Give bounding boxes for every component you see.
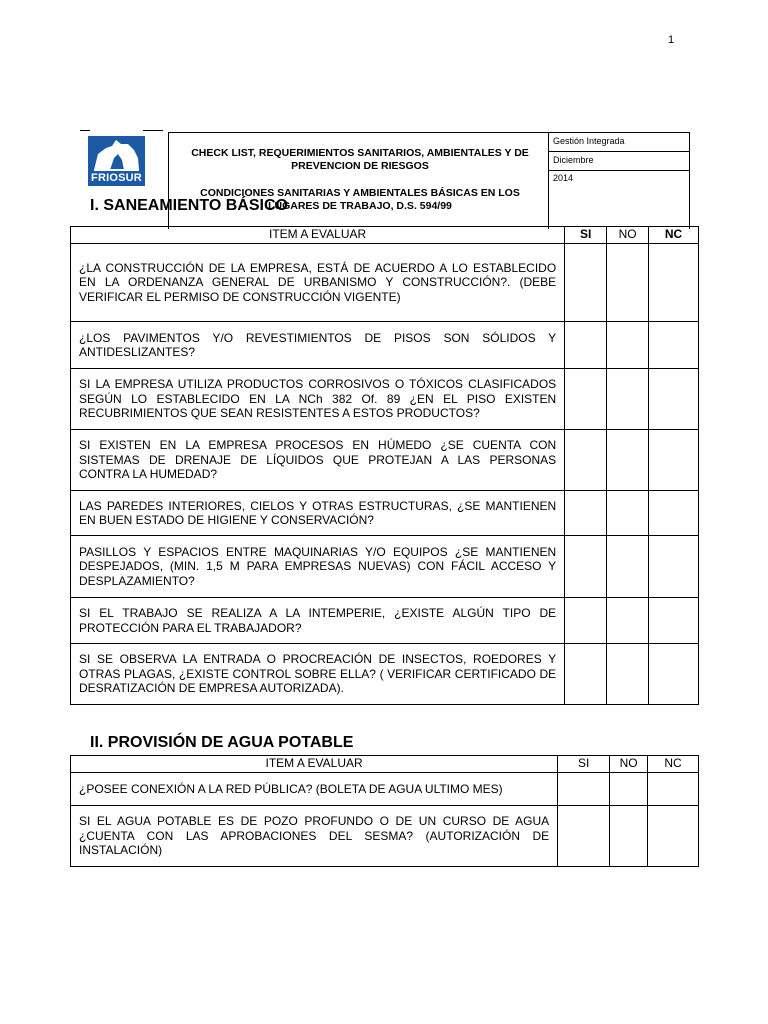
table-row xyxy=(71,644,699,705)
column-header-nc: NC xyxy=(649,227,699,244)
column-header-no: NO xyxy=(607,227,649,244)
table-row xyxy=(71,369,699,430)
header-cell-year: 2014 xyxy=(553,173,574,183)
answer-nc-cell[interactable] xyxy=(648,806,699,867)
checklist-table-agua-potable xyxy=(70,755,699,867)
answer-no-cell[interactable] xyxy=(607,244,649,322)
item-text: SI EXISTEN EN LA EMPRESA PROCESOS EN HÚMEDO ¿SE CUENTA CON SISTEMAS DE DRENAJE DE LÍQUIDOS QUE PROTEJAN A LAS PERSONAS CONTRA LA HUMEDAD? xyxy=(71,430,565,491)
header-rule xyxy=(80,130,90,131)
answer-nc-cell[interactable] xyxy=(649,491,699,536)
answer-si-cell[interactable] xyxy=(565,491,607,536)
item-text: SI SE OBSERVA LA ENTRADA O PROCREACIÓN DE INSECTOS, ROEDORES Y OTRAS PLAGAS, ¿EXISTE CONTROL SOBRE ELLA? ( VERIFICAR CERTIFICADO DE DESRATIZACIÓN DE EMPRESA AUTORIZADA). xyxy=(71,644,565,705)
table-row xyxy=(71,536,699,598)
answer-nc-cell[interactable] xyxy=(648,773,699,806)
friosur-logo xyxy=(88,136,145,186)
document-subtitle: CONDICIONES SANITARIAS Y AMBIENTALES BÁSICAS EN LOS LUGARES DE TRABAJO, D.S. 594/99 xyxy=(200,187,520,212)
answer-nc-cell[interactable] xyxy=(649,369,699,430)
column-header-si: SI xyxy=(565,227,607,244)
column-header-no: NO xyxy=(610,756,648,773)
table-header-row xyxy=(71,227,699,244)
answer-si-cell[interactable] xyxy=(565,322,607,369)
item-text: ¿LOS PAVIMENTOS Y/O REVESTIMIENTOS DE PISOS SON SÓLIDOS Y ANTIDESLIZANTES? xyxy=(71,322,565,369)
table-row xyxy=(71,806,699,867)
answer-si-cell[interactable] xyxy=(565,244,607,322)
answer-si-cell[interactable] xyxy=(565,536,607,598)
answer-no-cell[interactable] xyxy=(607,322,649,369)
table-header-row xyxy=(71,756,699,773)
header-cell-month: Diciembre xyxy=(549,152,689,171)
item-text: SI EL AGUA POTABLE ES DE POZO PROFUNDO O DE UN CURSO DE AGUA ¿CUENTA CON LAS APROBACIONES DEL SESMA? (AUTORIZACIÓN DE INSTALACIÓN) xyxy=(71,806,558,867)
answer-si-cell[interactable] xyxy=(565,430,607,491)
answer-nc-cell[interactable] xyxy=(649,598,699,644)
item-text: SI EL TRABAJO SE REALIZA A LA INTEMPERIE, ¿EXISTE ALGÚN TIPO DE PROTECCIÓN PARA EL TRABAJADOR? xyxy=(71,598,565,644)
item-text: ¿LA CONSTRUCCIÓN DE LA EMPRESA, ESTÁ DE ACUERDO A LO ESTABLECIDO EN LA ORDENANZA GENERAL DE URBANISMO Y CONSTRUCCIÓN?. (DEBE VERIFICAR EL PERMISO DE CONSTRUCCIÓN VIGENTE) xyxy=(71,244,565,322)
column-header-item: ITEM A EVALUAR xyxy=(71,756,558,773)
answer-no-cell[interactable] xyxy=(607,491,649,536)
answer-no-cell[interactable] xyxy=(610,773,648,806)
item-text: LAS PAREDES INTERIORES, CIELOS Y OTRAS ESTRUCTURAS, ¿SE MANTIENEN EN BUEN ESTADO DE HIGIENE Y CONSERVACIÓN? xyxy=(71,491,565,536)
header-info-box xyxy=(548,132,690,229)
page-number: 1 xyxy=(668,34,675,46)
item-text: ¿POSEE CONEXIÓN A LA RED PÚBLICA? (BOLETA DE AGUA ULTIMO MES) xyxy=(71,773,558,806)
answer-si-cell[interactable] xyxy=(565,598,607,644)
answer-nc-cell[interactable] xyxy=(649,430,699,491)
column-header-si: SI xyxy=(558,756,610,773)
table-row xyxy=(71,244,699,322)
section-title-agua-potable: II. PROVISIÓN DE AGUA POTABLE xyxy=(90,734,354,751)
answer-si-cell[interactable] xyxy=(565,369,607,430)
answer-no-cell[interactable] xyxy=(607,430,649,491)
answer-nc-cell[interactable] xyxy=(649,244,699,322)
checklist-table-saneamiento xyxy=(70,226,699,705)
table-row xyxy=(71,322,699,369)
answer-nc-cell[interactable] xyxy=(649,644,699,705)
answer-no-cell[interactable] xyxy=(607,536,649,598)
answer-si-cell[interactable] xyxy=(558,806,610,867)
column-header-item: ITEM A EVALUAR xyxy=(71,227,565,244)
document-title: CHECK LIST, REQUERIMIENTOS SANITARIOS, AMBIENTALES Y DE PREVENCION DE RIESGOS xyxy=(191,147,529,172)
answer-nc-cell[interactable] xyxy=(649,536,699,598)
answer-si-cell[interactable] xyxy=(565,644,607,705)
header-cell-management: Gestión Integrada xyxy=(549,133,689,152)
answer-si-cell[interactable] xyxy=(558,773,610,806)
table-row xyxy=(71,430,699,491)
item-text: PASILLOS Y ESPACIOS ENTRE MAQUINARIAS Y/O EQUIPOS ¿SE MANTIENEN DESPEJADOS, (MIN. 1,5 M PARA EMPRESAS NUEVAS) CON FÁCIL ACCESO Y DESPLAZAMIENTO? xyxy=(71,536,565,598)
item-text: SI LA EMPRESA UTILIZA PRODUCTOS CORROSIVOS O TÓXICOS CLASIFICADOS SEGÚN LO ESTABLECIDO EN LA NCh 382 Of. 89 ¿EN EL PISO EXISTEN RECUBRIMIENTOS QUE SEAN RESISTENTES A ESTOS PRODUCTOS? xyxy=(71,369,565,430)
logo-text: FRIOSUR xyxy=(91,172,142,184)
section-title-saneamiento: I. SANEAMIENTO BÁSICO xyxy=(90,197,288,214)
header-rule xyxy=(143,130,163,131)
answer-no-cell[interactable] xyxy=(607,644,649,705)
answer-nc-cell[interactable] xyxy=(649,322,699,369)
table-row xyxy=(71,491,699,536)
table-row xyxy=(71,598,699,644)
answer-no-cell[interactable] xyxy=(607,369,649,430)
answer-no-cell[interactable] xyxy=(607,598,649,644)
column-header-nc: NC xyxy=(648,756,699,773)
answer-no-cell[interactable] xyxy=(610,806,648,867)
table-row xyxy=(71,773,699,806)
